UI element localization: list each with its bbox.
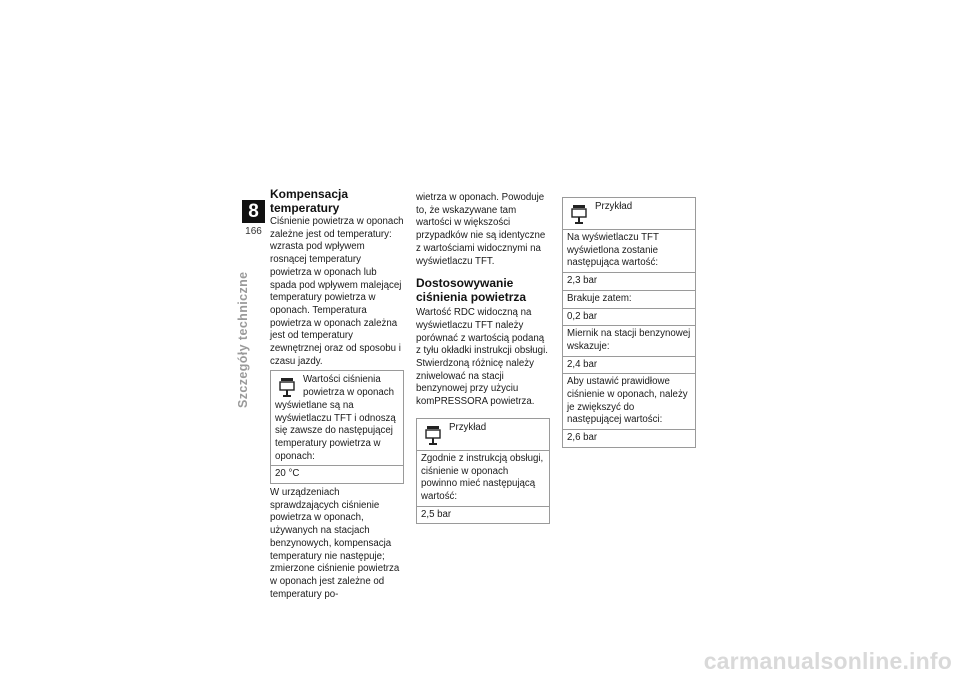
heading-temperature-compensation: Kompensacja temperatury: [270, 187, 349, 215]
example-header: [563, 198, 695, 229]
example-text: Zgodnie z instrukcją obsługi, ciśnienie w oponach powinno mieć następującą wartość:: [417, 450, 549, 507]
tire-pressure-gauge-icon: [569, 203, 589, 225]
example-row-gauge-text: Miernik na stacji benzynowej wskazuje:: [563, 326, 695, 356]
column-1: [270, 188, 404, 601]
paragraph-temperature-intro: Ciśnienie powietrza w oponach zależne jest od temperatury: wzrasta pod wpływem rosnącej temperatury powietrza w oponach lub spada pod wpływem malejącej temperatury powietrza w oponach. Temperatura powietrza w oponach zależna jest od temperatury zewnętrznej oraz od sposobu i czasu jazdy.: [270, 216, 404, 367]
note-value: 20 °C: [271, 465, 403, 484]
paragraph-rdc-compare: Wartość RDC widoczną na wyświetlaczu TFT należy porównać z wartością podaną z tyłu okładki instrukcji obsługi. Stwierdzoną różnicę należy zniwelować na stacji benzynowej przy użyciu komPRESSORA powietrza.: [416, 307, 548, 408]
tire-pressure-gauge-icon: [423, 424, 443, 446]
example-row-adjust-value: 2,6 bar: [563, 430, 695, 448]
column-3: [562, 197, 696, 448]
example-header: [417, 419, 549, 450]
watermark-text: carmanualsonline.info: [703, 648, 952, 674]
page-number: 166: [245, 226, 262, 237]
example-row-displayed-value: 2,3 bar: [563, 273, 695, 291]
example-row-adjust-text: Aby ustawić prawidłowe ciśnienie w oponach, należy je zwiększyć do następującej wartości:: [563, 374, 695, 430]
section-title-vertical: Szczegóły techniczne: [236, 271, 250, 408]
paragraph-continuation: wietrza w oponach. Powoduje to, że wskazywane tam wartości w większości przypadków nie są identyczne z wartościami widocznymi na wyświetlaczu TFT.: [416, 192, 546, 267]
example-box-2: [562, 197, 696, 448]
note-body: [271, 371, 403, 465]
note-text: Wartości ciśnienia powietrza w oponach wyświetlane są na wyświetlaczu TFT i odnoszą się zawsze do następującej temperatury powietrza w oponach:: [275, 374, 396, 462]
column-2: [416, 192, 550, 524]
example-row-gauge-value: 2,4 bar: [563, 357, 695, 375]
tire-pressure-gauge-icon: [277, 376, 297, 398]
example-label: Przykład: [595, 201, 633, 212]
note-box-temperature: [270, 370, 404, 484]
heading-pressure-adjustment: Dostosowywanie ciśnienia powietrza: [416, 276, 527, 304]
paragraph-gas-station-devices: W urządzeniach sprawdzających ciśnienie powietrza w oponach, używanych na stacjach benzynowych, kompensacja temperatury nie następuje; zmierzone ciśnienie powietrza w oponach jest zależne od temperatury po-: [270, 487, 400, 600]
example-value: 2,5 bar: [417, 507, 549, 525]
example-box-1: [416, 418, 550, 525]
example-label: Przykład: [449, 421, 487, 433]
example-row-displayed-text: Na wyświetlaczu TFT wyświetlona zostanie następująca wartość:: [563, 229, 695, 273]
example-row-missing-text: Brakuje zatem:: [563, 291, 695, 309]
example-row-missing-value: 0,2 bar: [563, 309, 695, 327]
chapter-number-badge: 8: [242, 200, 265, 223]
